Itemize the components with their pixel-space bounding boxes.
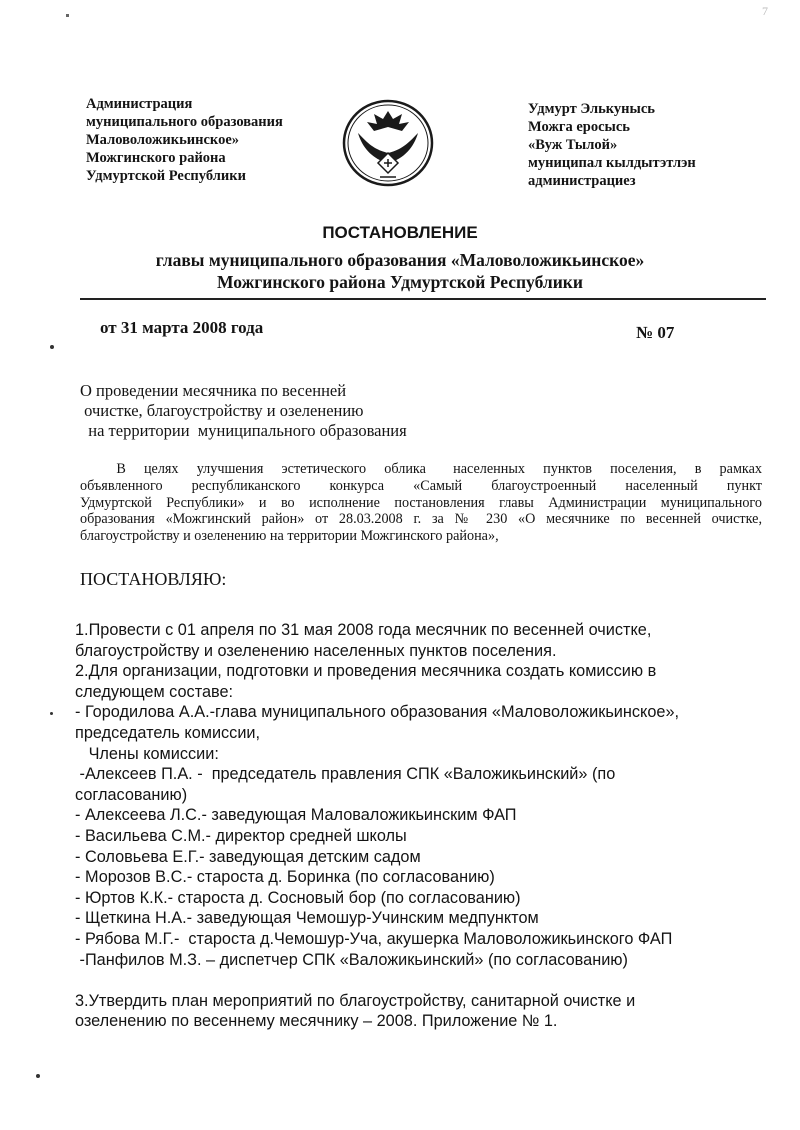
body-line: -Алексеев П.А. - председатель правления СПК «Валожикьинский» (по [75,765,616,784]
resolution-heading: ПОСТАНОВЛЯЮ: [80,569,227,589]
scan-speck [50,712,53,715]
subtitle-line: главы муниципального образования «Маловоложикьинское» [155,250,645,270]
scan-speck [66,14,69,17]
document-number: № 07 [636,323,675,342]
preamble-line: образования «Можгинский район» от 28.03.2008 г. за № 230 «О месячнике по весенней очистке, [80,511,762,528]
body-line: согласованию) [75,785,188,804]
document-subtitle [0,249,800,293]
body-line: - Васильева С.М.- директор средней школы [75,826,407,845]
body-line: - Городилова А.А.-глава муниципального образования «Маловоложикьинское», [75,703,680,722]
header-right-line: «Вуж Тылой» [528,137,618,153]
document-date: от 31 марта 2008 года [100,318,264,337]
body-line: 1.Провести с 01 апреля по 31 мая 2008 года месячник по весенней очистке, [75,621,652,639]
body-line: благоустройству и озеленению населенных пунктов поселения. [75,641,557,660]
header-right-line: Удмурт Элькунысь [528,101,655,117]
document-title: ПОСТАНОВЛЕНИЕ [322,223,478,242]
subtitle-line: Можгинского района Удмуртской Республики [217,272,583,292]
scan-speck [50,345,54,349]
body-line: 3.Утвердить план мероприятий по благоустройству, санитарной очистке и [75,991,636,1010]
preamble-line: В целях улучшения эстетического облика населенных пунктов поселения, в рамках [80,461,762,477]
body-line: 2.Для организации, подготовки и проведения месячника создать комиссию в [75,662,657,681]
body-line: -Панфилов М.З. – диспетчер СПК «Валожикьинский» (по согласованию) [75,950,628,969]
body-line: - Юртов К.К.- староста д. Сосновый бор (по согласованию) [75,888,521,907]
preamble [80,461,762,545]
header-right-line: Можга еросысь [528,119,630,135]
coat-of-arms-emblem [340,97,436,189]
body-line: - Рябова М.Г.- староста д.Чемошур-Уча, акушерка Маловоложикьинского ФАП [75,929,673,948]
header-left-line: Администрация [86,96,193,112]
body-line: - Щеткина Н.А.- заведующая Чемошур-Учинским медпунктом [75,909,539,928]
header-right-line: администрациез [528,173,636,189]
subject-line: О проведении месячника по весенней [80,381,347,400]
subject-line: очистке, благоустройству и озеленению [80,401,364,420]
header-left-line: муниципального образования [86,114,283,130]
header-right-line: муниципал кылдытэтлэн [528,155,696,171]
preamble-line: объявленного республиканского конкурса «Самый благоустроенный населенный пункт [80,477,762,494]
page-mark: 7 [762,4,768,18]
header-right [528,100,696,190]
body-line [75,970,679,991]
body-line: озеленению по весеннему месячнику – 2008. Приложение № 1. [75,1012,558,1031]
subject-line: на территории муниципального образования [80,421,407,440]
body-line: председатель комиссии, [75,723,261,742]
header-left [86,95,283,185]
header-left-line: Маловоложикьинское» [86,132,240,148]
body-line: - Соловьева Е.Г.- заведующая детским садом [75,847,421,866]
header-left-line: Удмуртской Республики [86,168,246,184]
body-line: - Морозов В.С.- староста д. Боринка (по согласованию) [75,868,495,887]
preamble-line: Удмуртской Республики» и во исполнение постановления главы Администрации муниципального [80,494,762,511]
subject-block [80,381,407,441]
resolution-body [75,620,679,1032]
body-line: следующем составе: [75,682,234,701]
scan-speck [36,1074,40,1078]
header-left-line: Можгинского района [86,150,226,166]
body-line: Члены комиссии: [75,744,219,763]
preamble-line: благоустройству и озеленению на территории Можгинского района», [80,528,499,545]
body-line: - Алексеева Л.С.- заведующая Маловаложикьинским ФАП [75,806,517,825]
title-divider [80,298,766,300]
